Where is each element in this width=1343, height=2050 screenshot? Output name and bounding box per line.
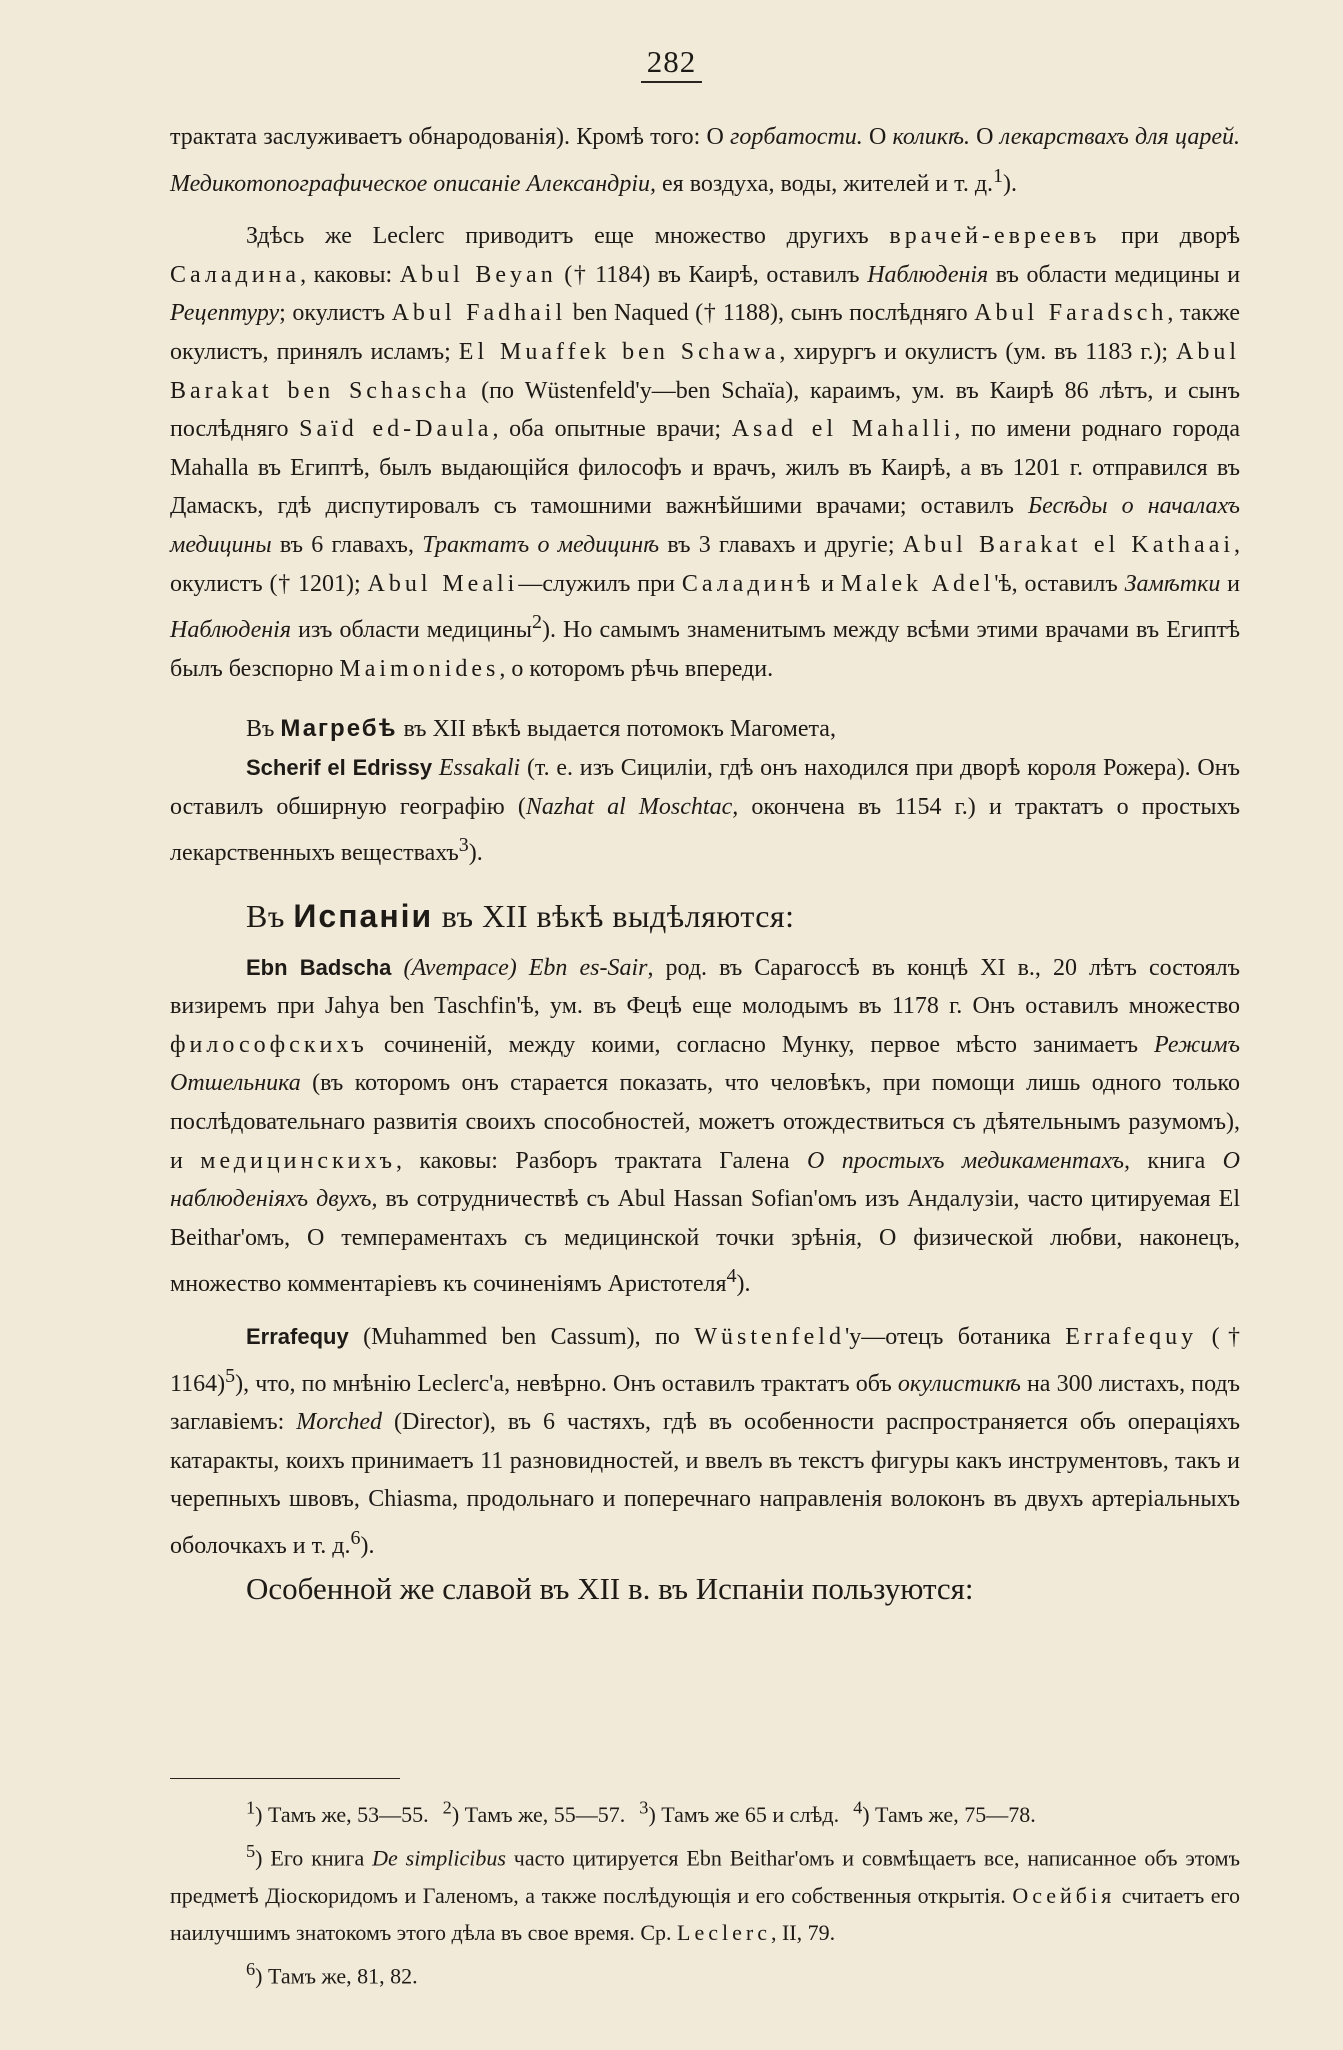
- paragraph-4: Scherif el Edrissy Essakali (т. е. изъ Сициліи, гдѣ онъ находился при дворѣ короля Рожера). Онъ оставилъ обширную географію (Nazhat al Moschtac, окончена въ 1154 г.) и трактатъ о простыхъ лекарственныхъ веществахъ$^3$).: [170, 754, 1241, 867]
- paragraph-2: Здѣсь же Leclerc приводитъ еще множество другихъ врачей-евреевъ при дворѣ Саладина, каковы: Abul Beyan († 1184) въ Каирѣ, оставилъ Наблюденія въ области медицины и Рецептуру; окулистъ Abul Fadhail ben Naqued († 1188), сынъ послѣдняго Abul Faradsch, также окулистъ, принялъ исламъ; El Muaffek ben Schawa, хирургъ и окулистъ (ум. въ 1183 г.); Abul Barakat ben Schascha (по Wüstenfeld'у—ben Schaïa), караимъ, ум. въ Каирѣ 86 лѣтъ, и сынъ послѣдняго Saïd ed-Daula, оба опытные врачи; Asad el Mahalli, по имени роднаго города Mahalla въ Египтѣ, былъ выдающійся философъ и врачъ, жилъ въ Каирѣ, а въ 1201 г. отправился въ Дамаскъ, гдѣ диспутировалъ съ тамошними важнѣйшими врачами; оставилъ Бесѣды о началахъ медицины въ 6 главахъ, Трактатъ о медицинѣ въ 3 главахъ и другіе; Abul Barakat el Kathaai, окулистъ († 1201); Abul Meali—служилъ при Саладинѣ и Malek Adel'ѣ, оставилъ Замѣтки и Наблюденія изъ области медицины$^2$). Но самымъ знаменитымъ между всѣми этими врачами въ Египтѣ былъ безспорно Maimonides, о которомъ рѣчь впереди.: [170, 223, 1241, 682]
- footnote-ref: 6: [350, 1527, 361, 1549]
- main-text: [170, 118, 1240, 1610]
- paragraph-5: Ebn Badscha (Avempace) Ebn es-Sair, род. въ Сарагоссѣ въ концѣ XI в., 20 лѣтъ состоялъ визиремъ при Jahya ben Taschfin'ѣ, ум. въ Фецѣ еще молодымъ въ 1178 г. Онъ оставилъ множество философскихъ сочиненій, между коими, согласно Мунку, первое мѣсто занимаетъ Режимъ Отшельника (въ которомъ онъ старается показать, что человѣкъ, при помощи лишь одного только послѣдовательнаго развитія своихъ способностей, можетъ отождествиться съ дѣятельнымъ разумомъ), и медицинскихъ, каковы: Разборъ трактата Галена О простыхъ медикаментахъ, книга О наблюденіяхъ двухъ, въ сотрудничествѣ съ Abul Hassan Sofian'омъ изъ Андалузіи, часто цитируемая El Beithar'омъ, О темпераментахъ съ медицинской точки зрѣнія, О физической любви, наконецъ, множество комментаріевъ къ сочиненіямъ Аристотеля$^4$).: [170, 954, 1241, 1298]
- subheading: Особенной же славой въ XII в. въ Испаніи пользуются:: [246, 1570, 974, 1606]
- footnotes: [170, 1790, 1240, 1994]
- footnote-ref: 1: [993, 164, 1004, 187]
- footnote-ref: 4: [726, 1265, 737, 1288]
- footnote-ref: 3: [458, 834, 469, 857]
- footnote-5: $^5$) Его книга De simplicibus часто цитируется Ebn Beithar'омъ и совмѣщаетъ все, написанное объ этомъ предметѣ Діоскоридомъ и Галеномъ, а также послѣдующія и его собственныя открытія. Осейбія считаетъ его наилучшимъ знатокомъ этого дѣла въ свое время. Ср. Leclerc, II, 79.: [170, 1841, 1240, 1945]
- page-number: 282: [0, 44, 1343, 80]
- section-heading: Въ Испаніи въ XII вѣкѣ выдѣляются:: [246, 897, 795, 934]
- footnote-6: $^6$) Тамъ же, 81, 82.: [246, 1958, 418, 1988]
- footnote-divider: [170, 1778, 400, 1779]
- paragraph-3: Въ Магребѣ въ XII вѣкѣ выдается потомокъ Магомета,: [246, 715, 836, 743]
- footnotes-1-4: $^1$) Тамъ же, 53—55. $^2$) Тамъ же, 55—57. $^3$) Тамъ же 65 и слѣд. $^4$) Тамъ же, 75—78.: [246, 1798, 1036, 1828]
- footnote-ref: 5: [225, 1364, 236, 1387]
- footnote-ref: 2: [532, 611, 542, 634]
- paragraph-1: трактата заслуживаетъ обнародованія). Кромѣ того: О горбатости. О коликѣ. О лекарствахъ для царей. Медикотопографическое описаніе Александріи, ея воздуха, воды, жителей и т. д.$^1$).: [170, 124, 1240, 197]
- paragraph-6: Errafequy (Muhammed ben Cassum), по Wüstenfeld'у—отецъ ботаника Errafequy († 1164)$^5$), что, по мнѣнію Leclerc'а, невѣрно. Онъ оставилъ трактатъ объ окулистикѣ на 300 листахъ, подъ заглавіемъ: Morched (Director), въ 6 частяхъ, гдѣ въ особенности распространяется объ операціяхъ катаракты, коихъ принимаетъ 11 разновидностей, и ввелъ въ текстъ фигуры какъ инструментовъ, такъ и черепныхъ швовъ, Chiasma, продольнаго и поперечнаго направленія волоконъ въ двухъ артеріальныхъ оболочкахъ и т. д.$^6$).: [170, 1324, 1241, 1559]
